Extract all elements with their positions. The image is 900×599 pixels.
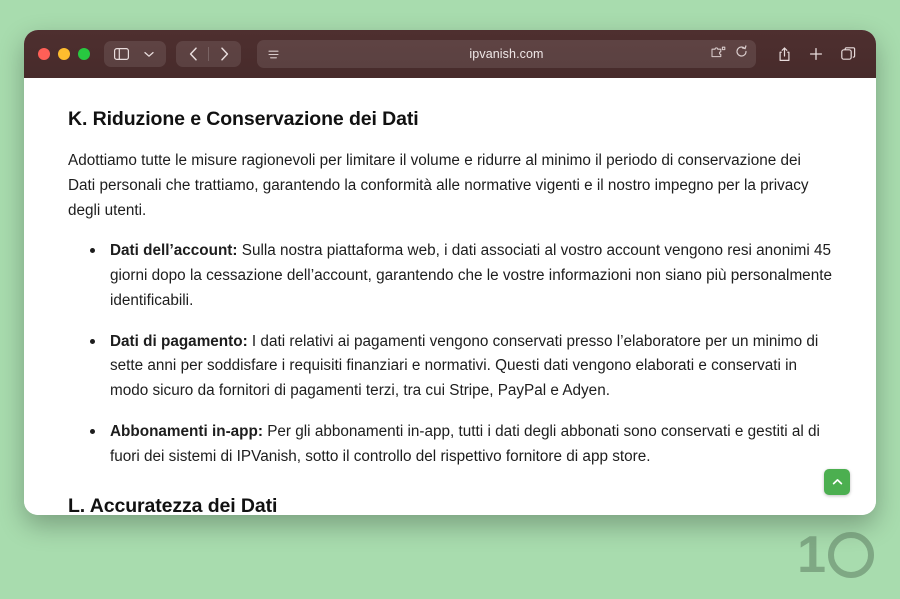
arrow-up-icon <box>831 476 844 489</box>
address-bar-actions <box>711 45 748 63</box>
address-bar[interactable] <box>257 40 756 68</box>
puzzle-icon[interactable] <box>711 45 726 63</box>
watermark-ring-icon <box>828 532 874 578</box>
copy-tabs-icon[interactable] <box>834 42 862 66</box>
close-window-button[interactable] <box>38 48 50 60</box>
browser-titlebar <box>24 30 876 78</box>
list-item-lead: Dati dell’account: <box>110 242 238 260</box>
list-item-lead: Dati di pagamento: <box>110 332 248 350</box>
bullet-icon <box>90 248 95 253</box>
chevron-left-icon[interactable] <box>178 43 208 65</box>
page-content <box>24 78 876 515</box>
intro-paragraph: Adottiamo tutte le misure ragionevoli per limitare il volume e ridurre al minimo il periodo di conservazione dei Dati personali che trattiamo, garantendo la conformità alle normative vigenti e il nostro impegno per la privacy degli utenti. <box>68 152 809 219</box>
back-to-top-button[interactable] <box>824 469 850 495</box>
minimize-window-button[interactable] <box>58 48 70 60</box>
chevron-down-icon[interactable] <box>136 43 162 65</box>
list-item <box>90 420 832 470</box>
window-controls <box>38 48 90 60</box>
section-heading-accuracy: L. Accuratezza dei Dati <box>68 495 278 515</box>
reader-view-icon[interactable] <box>267 48 280 61</box>
address-url: ipvanish.com <box>469 47 544 61</box>
chevron-right-icon[interactable] <box>209 43 239 65</box>
sidebar-controls-group <box>104 41 166 67</box>
page-title: K. Riduzione e Conservazione dei Dati <box>68 108 419 130</box>
retention-list <box>68 239 832 469</box>
reload-icon[interactable] <box>735 45 748 63</box>
navigation-group <box>176 41 241 67</box>
zoom-window-button[interactable] <box>78 48 90 60</box>
sidebar-icon[interactable] <box>108 43 134 65</box>
list-item <box>90 239 832 313</box>
browser-window <box>24 30 876 515</box>
list-item-text: Sulla nostra piattaforma web, i dati associati al vostro account vengono resi anonimi 45 giorni dopo la cessazione dell’account, garantendo che le vostre informazioni non siano più personalmente identificabili. <box>110 242 832 309</box>
toolbar-right-buttons <box>770 42 862 66</box>
watermark-text: 1 <box>797 526 826 584</box>
bullet-icon <box>90 429 95 434</box>
bullet-icon <box>90 339 95 344</box>
list-item-text: Per gli abbonamenti in-app, tutti i dati degli abbonati sono conservati e gestiti al di fuori dei sistemi di IPVanish, sotto il controllo del rispettivo fornitore di app store. <box>110 422 820 465</box>
list-item <box>90 330 832 404</box>
share-icon[interactable] <box>770 42 798 66</box>
list-item-text: I dati relativi ai pagamenti vengono conservati presso l’elaboratore per un minimo di sette anni per soddisfare i requisiti finanziari e normativi. Questi dati vengono elaborati e conservati in modo sicuro da fornitori di pagamenti terzi, tra cui Stripe, PayPal e Adyen. <box>110 332 819 400</box>
plus-icon[interactable] <box>802 42 830 66</box>
watermark <box>797 526 874 584</box>
list-item-lead: Abbonamenti in-app: <box>110 422 263 440</box>
